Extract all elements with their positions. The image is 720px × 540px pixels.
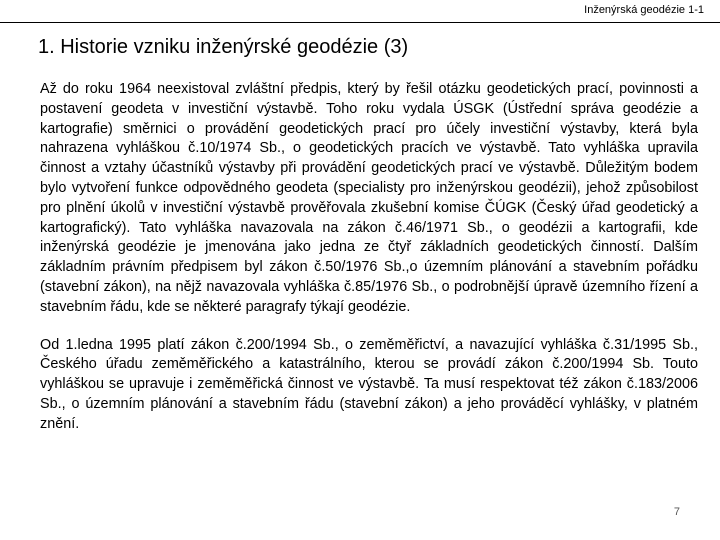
course-label: Inženýrská geodézie 1-1 — [584, 4, 704, 16]
paragraph-current-law: Od 1.ledna 1995 platí zákon č.200/1994 Sb., o zeměměřictví, a navazující vyhláška č.31/1995 Sb., Českého úřadu zeměměřického a katastrálního, kterou se provádí zákon č.200/1994 Sb. Touto vyhláškou se upravuje i zeměměřická činnost ve výstavbě. Ta musí respektovat též zákon č.183/2006 Sb., o územním plánování a stavebním řádu (stavební zákon) a jeho prováděcí vyhlášky, v platném znění. — [40, 336, 698, 432]
slide-body — [40, 80, 698, 453]
header-divider — [0, 22, 720, 23]
page-title: 1. Historie vzniku inženýrské geodézie (3) — [38, 36, 409, 58]
paragraph-history: Až do roku 1964 neexistoval zvláštní předpis, který by řešil otázku geodetických prací, povinnosti a postavení geodeta v investiční výstavbě. Toho roku vydala ÚSGK (Ústřední správa geodézie a kartografie) směrnici o provádění geodetických prací pro účely investiční výstavby, která byla nahrazena vyhláškou č.10/1974 Sb., o geodetických pracích ve výstavbě. Tato vyhláška upravila činnost a vztahy účastníků výstavby při provádění geodetických prací ve výstavbě. Důležitým bodem bylo vytvoření funkce odpovědného geodeta (specialisty pro inženýrskou geodézii), jehož způsobilost pro plnění úkolů v investiční výstavbě prověřovala zkušební komise ČÚGK (Český úřad geodetický a kartografický). Tato vyhláška navazovala na zákon č.46/1971 Sb., o geodézii a kartografii, kde inženýrská geodézie je jmenována jako jedna ze čtyř základních geodetických činností. Dalším základním právním předpisem byl zákon č.50/1976 Sb.,o územním plánování a stavebním pořádku (stavební zákon), na nějž navazovala vyhláška č.85/1976 Sb., o podrobnější úpravě územního řízení a stavebním řádu, kde se některé paragrafy týkají geodézie. — [40, 81, 698, 315]
slide-header — [0, 0, 720, 20]
page-number: 7 — [673, 506, 680, 518]
